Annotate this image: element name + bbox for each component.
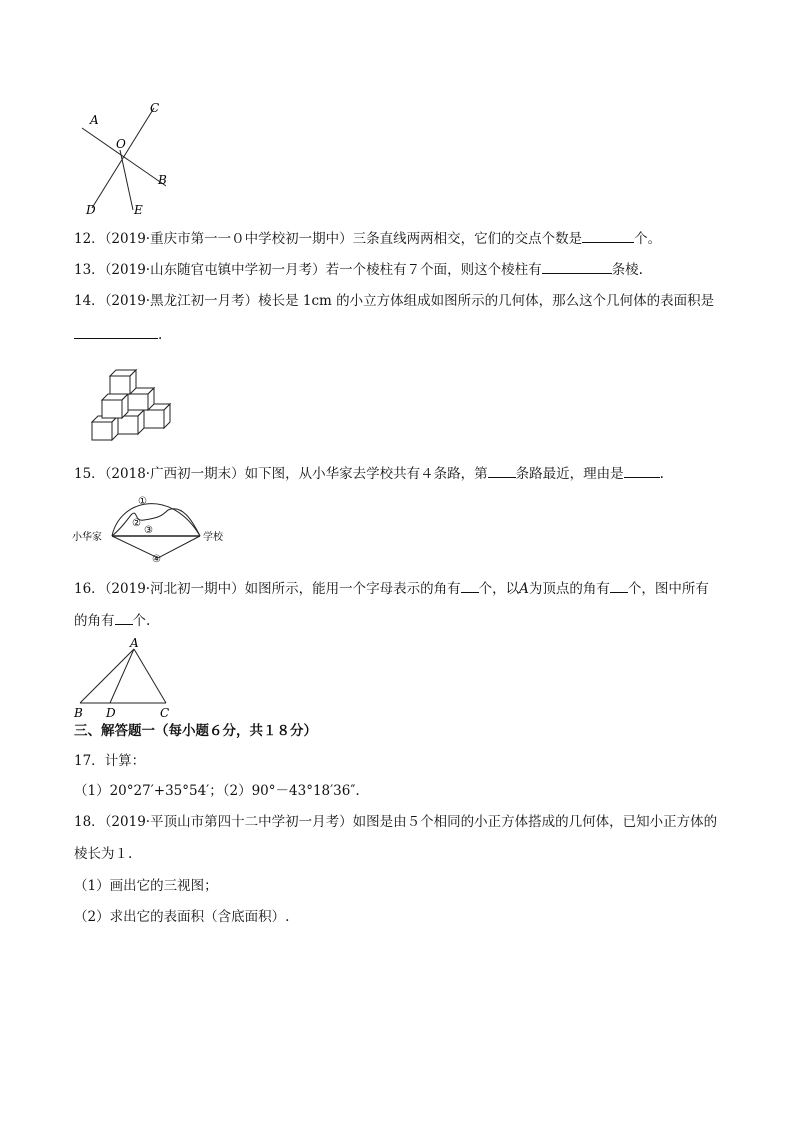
question-16-line2 <box>74 610 150 631</box>
q13-suffix: 条棱. <box>611 262 643 278</box>
q13-answer-blank[interactable] <box>542 259 612 274</box>
q16-answer-blank-2[interactable] <box>610 578 628 593</box>
question-18-part2: （2）求出它的表面积（含底面积）. <box>74 909 290 925</box>
q13-number: 13． <box>74 262 105 278</box>
label-A: A <box>90 113 99 127</box>
q16-var-a: A <box>519 581 529 597</box>
label-D: D <box>86 203 96 217</box>
q16-answer-blank-3[interactable] <box>115 610 133 625</box>
q15-source: （2018·广西初一期末） <box>104 466 245 482</box>
question-18-line2: 棱长为１. <box>74 846 133 862</box>
question-17 <box>74 751 145 771</box>
q16-line2-b: 个. <box>132 613 151 629</box>
q12-text: 三条直线两两相交，它们的交点个数是 <box>352 231 583 247</box>
cube-stack-figure <box>88 364 178 444</box>
section-3-heading: 三、解答题一（每小题６分，共１８分） <box>74 723 317 739</box>
q15-answer-blank-2[interactable] <box>624 463 660 478</box>
question-16 <box>74 578 709 599</box>
q14-source: （2019·黑龙江初一月考） <box>104 293 259 309</box>
roads-figure <box>72 488 230 566</box>
q17-number: 17． <box>74 753 105 769</box>
q16-text-c: 为顶点的角有 <box>528 581 610 597</box>
q14-suffix: . <box>158 327 163 343</box>
q15-text-b: 条路最近，理由是 <box>515 466 624 482</box>
label-E: E <box>134 203 143 217</box>
q16-line2-a: 的角有 <box>74 613 115 629</box>
label-D: D <box>106 706 116 719</box>
q13-source: （2019·山东随官屯镇中学初一月考） <box>104 262 326 278</box>
question-18-part1: （1）画出它的三视图； <box>74 878 218 894</box>
question-18 <box>74 812 717 832</box>
q13-text: 若一个棱柱有７个面，则这个棱柱有 <box>325 262 542 278</box>
q14-text: 棱长是 1cm 的小立方体组成如图所示的几何体，那么这个几何体的表面积是 <box>258 293 715 309</box>
q15-number: 15． <box>74 466 105 482</box>
home-label: 小华家 <box>72 532 102 543</box>
q18-source: （2019·平顶山市第四十二中学初一月考） <box>104 814 353 830</box>
q16-number: 16． <box>74 581 105 597</box>
question-14 <box>74 291 714 311</box>
q16-text-d: 个，图中所有 <box>627 581 709 597</box>
road-2-label: ② <box>132 518 141 529</box>
intersecting-lines-figure <box>76 96 186 221</box>
q12-source: （2019·重庆市第一一０中学校初一期中） <box>104 231 353 247</box>
question-12 <box>74 228 661 249</box>
q15-text-a: 如下图，从小华家去学校共有４条路，第 <box>244 466 488 482</box>
q14-answer-blank[interactable] <box>74 324 158 339</box>
road-1-label: ① <box>138 496 147 507</box>
q14-number: 14． <box>74 293 105 309</box>
question-15 <box>74 463 664 484</box>
q18-number: 18． <box>74 814 105 830</box>
q12-suffix: 个。 <box>634 231 662 247</box>
label-O: O <box>116 137 126 151</box>
question-14-line2 <box>74 324 162 345</box>
road-3-label: ③ <box>144 525 153 536</box>
label-C: C <box>150 101 160 115</box>
triangle-figure <box>72 635 182 719</box>
q16-text-a: 如图所示，能用一个字母表示的角有 <box>244 581 461 597</box>
label-A: A <box>130 636 139 650</box>
q15-suffix: . <box>659 466 664 482</box>
label-B: B <box>158 173 167 187</box>
q17-text: 计算： <box>104 753 146 769</box>
q16-source: （2019·河北初一期中） <box>104 581 245 597</box>
question-17-expr: （1）20°27′+35°54′；（2）90°－43°18′36″. <box>74 783 360 799</box>
road-4-label: ④ <box>152 554 161 565</box>
label-C: C <box>160 706 170 719</box>
q16-text-b: 个，以 <box>478 581 520 597</box>
q15-answer-blank-1[interactable] <box>488 463 516 478</box>
q12-number: 12． <box>74 231 105 247</box>
label-B: B <box>74 706 83 719</box>
question-13 <box>74 259 643 280</box>
q12-answer-blank[interactable] <box>582 228 634 243</box>
q18-text: 如图是由５个相同的小正方体搭成的几何体，已知小正方体的 <box>352 814 718 830</box>
q16-answer-blank-1[interactable] <box>461 578 479 593</box>
school-label: 学校 <box>203 532 223 543</box>
